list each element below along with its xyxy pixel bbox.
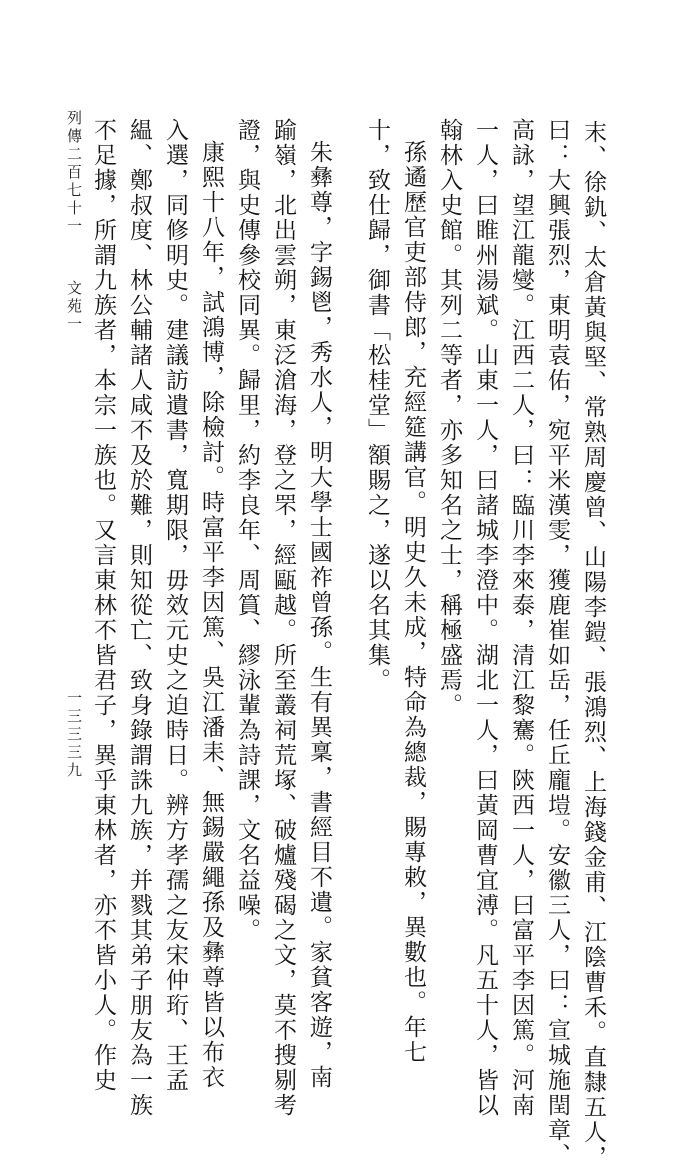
text-column: 孫遹歷官吏部侍郎，充經筵講官。明史久未成，特命為總裁，賜專敕，異數也。年七 [400,140,426,1065]
text-column: 曰：大興張烈，東明袁佑，宛平米漢雯，獲鹿崔如岳，任丘龐塏。安徽三人，曰：宣城施閏章、 [544,118,570,1168]
text-column: 踰嶺，北出雲朔，東泛滄海，登之罘，經甌越。所至叢祠荒塚、破爐殘碣之文，莫不搜剔考 [270,118,296,1118]
text-column: 一人，曰睢州湯斌。山東一人，曰諸城李澄中。湖北一人，曰黃岡曹宜溥。凡五十人，皆以 [472,118,498,1118]
text-column: 不足據，所謂九族者，本宗一族也。又言東林不皆君子，異乎東林者，亦不皆小人。作史 [90,118,116,1093]
running-title: 列傳二百七十一 [65,110,83,236]
section-title: 文苑一 [65,280,83,334]
text-column: 十，致仕歸，御書「松桂堂」額賜之，遂以名其集。 [364,118,390,693]
text-column: 康熙十八年，試鴻博，除檢討。時富平李因篤、吳江潘耒、無錫嚴繩孫及彝尊皆以布衣 [198,140,224,1090]
text-column: 證，與史傳參校同異。歸里，約李良年、周篔、繆泳輩為詩課，文名益噪。 [234,118,260,943]
page-number: 一三三三九 [65,690,83,780]
text-column: 末、徐釚、太倉黃與堅、常熟周慶曾、山陽李鎧、張鴻烈、上海錢金甫、江陰曹禾。直隸五人， [580,120,606,1170]
text-column: 入選，同修明史。建議訪遺書，寬期限，毋效元史之迫時日。辨方孝孺之友宋仲珩、王孟 [162,118,188,1093]
text-column: 翰林入史館。其列二等者，亦多知名之士，稱極盛焉。 [436,118,462,718]
text-column: 朱彝尊，字錫鬯，秀水人，明大學士國祚曾孫。生有異稟，書經目不遺。家貧客遊，南 [306,140,332,1090]
text-column: 緼、鄭叔度、林公輔諸人咸不及於難，則知從亡、致身錄謂誅九族，并戮其弟子朋友為一族 [126,118,152,1118]
text-column: 高詠，望江龍燮。江西二人，曰：臨川李來泰，清江黎騫。陝西一人，曰富平李因篤。河南 [508,118,534,1118]
